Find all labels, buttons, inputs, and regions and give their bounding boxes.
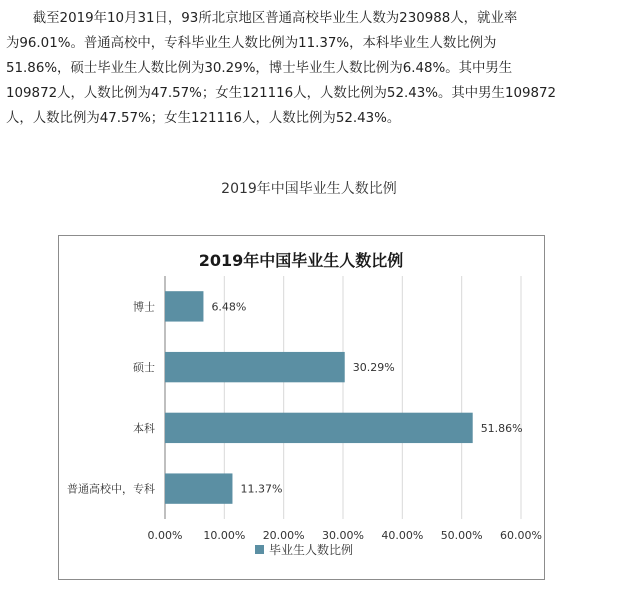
category-label: 博士 xyxy=(133,300,155,314)
article-line: 109872人，人数比例为47.57%；女生121116人，人数比例为52.43%。其中男生109872 xyxy=(6,86,557,101)
article-line: 为96.01%。普通高校中，专科毕业生人数比例为11.37%，本科毕业生人数比例为 xyxy=(6,36,497,51)
category-label: 本科 xyxy=(133,421,155,435)
data-label: 6.48% xyxy=(211,300,247,314)
bar-chart xyxy=(59,236,544,579)
legend-swatch xyxy=(255,545,264,554)
chart-title: 2019年中国毕业生人数比例 xyxy=(198,251,404,270)
bar xyxy=(165,413,473,443)
bar xyxy=(165,352,345,382)
chart-frame xyxy=(58,235,545,580)
x-tick-label: 50.00% xyxy=(440,529,483,542)
data-label: 51.86% xyxy=(480,421,523,435)
article-line: 51.86%，硕士毕业生人数比例为30.29%，博士毕业生人数比例为6.48%。其中男生 xyxy=(6,61,513,76)
article-line: 截至2019年10月31日，93所北京地区普通高校毕业生人数为230988人，就业率 xyxy=(6,11,518,26)
x-tick-label: 60.00% xyxy=(500,529,542,542)
legend-label: 毕业生人数比例 xyxy=(269,543,354,557)
x-tick-label: 40.00% xyxy=(381,529,424,542)
x-tick-label: 30.00% xyxy=(322,529,364,542)
x-tick-label: 20.00% xyxy=(262,529,305,542)
bar xyxy=(165,291,203,321)
category-label: 普通高校中，专科 xyxy=(67,482,155,496)
data-label: 11.37% xyxy=(240,482,283,496)
article-line: 人，人数比例为47.57%；女生121116人，人数比例为52.43%。 xyxy=(6,111,401,126)
data-label: 30.29% xyxy=(352,361,395,375)
category-label: 硕士 xyxy=(133,361,155,375)
bar xyxy=(165,473,232,503)
x-tick-label: 0.00% xyxy=(147,529,183,542)
x-tick-label: 10.00% xyxy=(203,529,246,542)
article-paragraph xyxy=(6,6,610,131)
figure-caption: 2019年中国毕业生人数比例 xyxy=(221,181,397,197)
